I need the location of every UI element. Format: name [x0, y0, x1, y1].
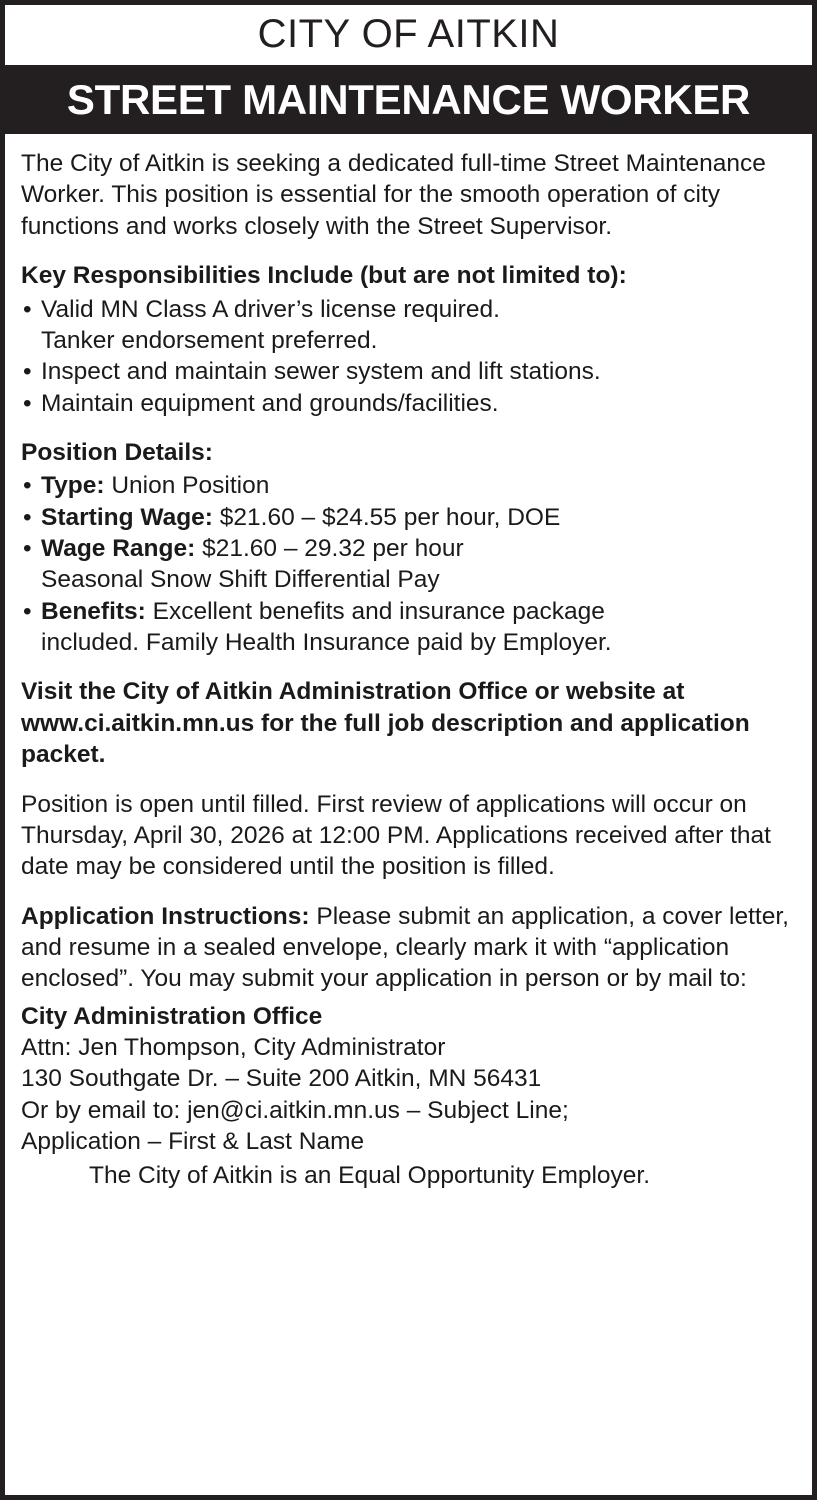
detail-continuation: included. Family Health Insurance paid by Employer.	[41, 629, 612, 657]
list-item	[21, 502, 796, 533]
list-item	[21, 533, 796, 596]
intro-paragraph: The City of Aitkin is seeking a dedicated full-time Street Maintenance Worker. This position is essential for the smooth operation of city functions and works closely with the Street Supervisor.	[21, 150, 766, 240]
detail-label: Wage Range:	[41, 535, 196, 563]
list-item	[21, 388, 796, 419]
responsibility-text: Valid MN Class A driver’s license required.	[41, 295, 500, 323]
address-email-line: Or by email to: jen@ci.aitkin.mn.us – Subject Line;	[21, 1096, 569, 1124]
responsibilities-list	[21, 294, 796, 419]
responsibility-text: Inspect and maintain sewer system and lift stations.	[41, 358, 601, 386]
equal-opportunity-statement: The City of Aitkin is an Equal Opportunity Employer.	[89, 1161, 651, 1189]
address-street-line: 130 Southgate Dr. – Suite 200 Aitkin, MN 56431	[21, 1065, 542, 1093]
application-instructions-text: Please submit an application, a cover letter, and resume in a sealed envelope, clearly mark it with “application enclosed”. You may submit your application in person or by mail to:	[21, 902, 789, 993]
organization-header	[5, 5, 812, 70]
address-office-name: City Administration Office	[21, 1002, 323, 1030]
job-title: STREET MAINTENANCE WORKER	[66, 76, 751, 123]
application-instructions-label: Application Instructions:	[21, 902, 310, 930]
advertisement-body	[5, 134, 812, 1495]
position-details-heading: Position Details:	[21, 438, 213, 466]
detail-value: $21.60 – $24.55 per hour, DOE	[219, 503, 561, 531]
detail-continuation: Seasonal Snow Shift Differential Pay	[41, 566, 440, 594]
list-item	[21, 596, 796, 659]
list-item	[21, 470, 796, 501]
list-item	[21, 294, 796, 357]
responsibility-text: Maintain equipment and grounds/facilities.	[41, 389, 499, 417]
responsibilities-heading: Key Responsibilities Include (but are not limited to):	[21, 262, 627, 290]
detail-value: Excellent benefits and insurance package	[152, 597, 605, 625]
open-until-filled-paragraph: Position is open until filled. First review of applications will occur on Thursday, April 30, 2026 at 12:00 PM. Applications received after that date may be considered until the position is filled.	[21, 790, 771, 881]
detail-label: Starting Wage:	[41, 503, 213, 531]
job-title-banner	[5, 70, 812, 134]
detail-value: $21.60 – 29.32 per hour	[202, 535, 464, 563]
detail-value: Union Position	[111, 472, 270, 500]
position-details-list	[21, 470, 796, 658]
address-attn-line: Attn: Jen Thompson, City Administrator	[21, 1034, 446, 1062]
application-instructions-paragraph	[21, 901, 796, 995]
address-subject-line: Application – First & Last Name	[21, 1128, 365, 1156]
responsibility-continuation: Tanker endorsement preferred.	[41, 326, 378, 354]
visit-office-notice: Visit the City of Aitkin Administration Office or website at www.ci.aitkin.mn.us for the full job description and application packet.	[21, 678, 750, 769]
detail-label: Benefits:	[41, 597, 146, 625]
detail-label: Type:	[41, 472, 105, 500]
list-item	[21, 356, 796, 387]
organization-name: CITY OF AITKIN	[257, 12, 560, 56]
